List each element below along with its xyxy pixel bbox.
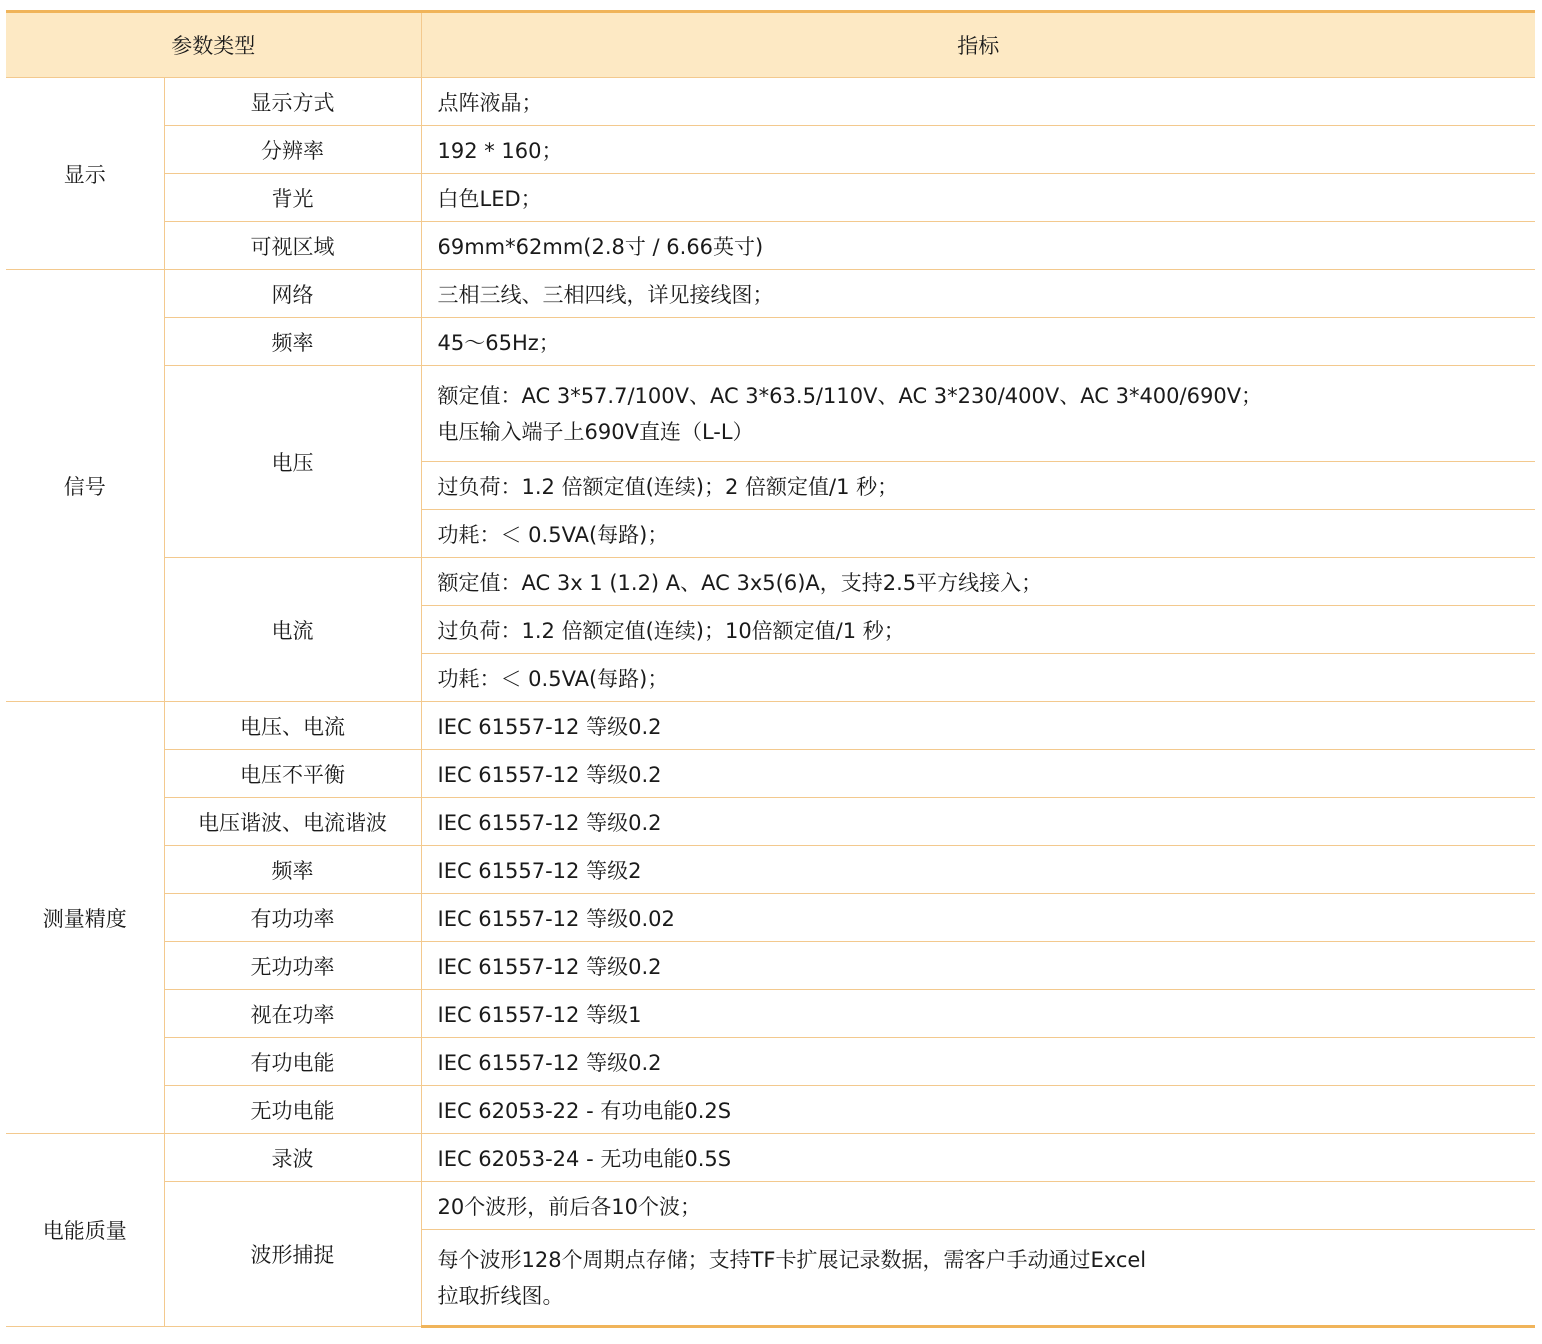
table-row	[6, 942, 1535, 990]
table-row	[6, 798, 1535, 846]
param-value: IEC 62053-22 - 有功电能0.2S	[421, 1086, 1535, 1134]
spec-table	[6, 10, 1535, 1328]
table-row	[6, 990, 1535, 1038]
table-row	[6, 1134, 1535, 1182]
param-label: 电压谐波、电流谐波	[164, 798, 421, 846]
header-param-type: 参数类型	[6, 12, 421, 78]
param-value: IEC 61557-12 等级0.2	[421, 798, 1535, 846]
category-power-quality: 电能质量	[6, 1134, 164, 1327]
param-value: IEC 61557-12 等级0.2	[421, 942, 1535, 990]
param-value: IEC 61557-12 等级2	[421, 846, 1535, 894]
category-accuracy: 测量精度	[6, 702, 164, 1134]
param-label: 显示方式	[164, 78, 421, 126]
param-label: 有功功率	[164, 894, 421, 942]
param-label: 视在功率	[164, 990, 421, 1038]
category-signal: 信号	[6, 270, 164, 702]
param-value: IEC 61557-12 等级0.2	[421, 702, 1535, 750]
param-label: 无功电能	[164, 1086, 421, 1134]
voltage-rated-line: 额定值：AC 3*57.7/100V、AC 3*63.5/110V、AC 3*230/400V、AC 3*400/690V；	[437, 383, 1263, 408]
param-value: IEC 61557-12 等级0.2	[421, 1038, 1535, 1086]
param-value: IEC 61557-12 等级0.02	[421, 894, 1535, 942]
table-row	[6, 846, 1535, 894]
table-row	[6, 222, 1535, 270]
table-row	[6, 174, 1535, 222]
category-display: 显示	[6, 78, 164, 270]
table-row	[6, 126, 1535, 174]
table-row	[6, 558, 1535, 606]
voltage-rated-line: 电压输入端子上690V直连（L-L）	[437, 419, 754, 444]
header-indicator: 指标	[421, 12, 1535, 78]
param-value: 45～65Hz；	[421, 318, 1535, 366]
capture-detail-line: 拉取折线图。	[437, 1283, 564, 1308]
param-value: 过负荷：1.2 倍额定值(连续)；10倍额定值/1 秒；	[421, 606, 1535, 654]
param-value: IEC 62053-24 - 无功电能0.5S	[421, 1134, 1535, 1182]
param-label: 可视区域	[164, 222, 421, 270]
param-value: 三相三线、三相四线，详见接线图；	[421, 270, 1535, 318]
table-row	[6, 702, 1535, 750]
table-row	[6, 366, 1535, 462]
param-value: 69mm*62mm(2.8寸 / 6.66英寸)	[421, 222, 1535, 270]
spec-table-container	[6, 10, 1535, 1328]
capture-detail-line: 每个波形128个周期点存储；支持TF卡扩展记录数据，需客户手动通过Excel	[437, 1247, 1147, 1272]
param-label: 电压、电流	[164, 702, 421, 750]
table-header-row	[6, 12, 1535, 78]
param-value: IEC 61557-12 等级1	[421, 990, 1535, 1038]
param-value: IEC 61557-12 等级0.2	[421, 750, 1535, 798]
table-row	[6, 750, 1535, 798]
param-label: 电压不平衡	[164, 750, 421, 798]
table-row	[6, 318, 1535, 366]
param-label: 录波	[164, 1134, 421, 1182]
param-label: 频率	[164, 318, 421, 366]
table-row	[6, 894, 1535, 942]
param-value: 20个波形，前后各10个波；	[421, 1182, 1535, 1230]
param-label: 网络	[164, 270, 421, 318]
param-label: 频率	[164, 846, 421, 894]
param-label: 分辨率	[164, 126, 421, 174]
param-label: 背光	[164, 174, 421, 222]
table-row	[6, 78, 1535, 126]
param-value: 白色LED；	[421, 174, 1535, 222]
param-value: 点阵液晶；	[421, 78, 1535, 126]
param-value	[421, 1230, 1535, 1327]
param-label: 波形捕捉	[164, 1182, 421, 1327]
param-value: 192 * 160；	[421, 126, 1535, 174]
param-value: 额定值：AC 3x 1 (1.2) A、AC 3x5(6)A，支持2.5平方线接入；	[421, 558, 1535, 606]
param-label: 电压	[164, 366, 421, 558]
param-label: 无功功率	[164, 942, 421, 990]
table-row	[6, 270, 1535, 318]
table-row	[6, 1182, 1535, 1230]
table-row	[6, 1086, 1535, 1134]
table-row	[6, 1038, 1535, 1086]
param-label: 有功电能	[164, 1038, 421, 1086]
param-value: 过负荷：1.2 倍额定值(连续)；2 倍额定值/1 秒；	[421, 462, 1535, 510]
param-value: 功耗：＜ 0.5VA(每路)；	[421, 510, 1535, 558]
param-label: 电流	[164, 558, 421, 702]
param-value: 功耗：＜ 0.5VA(每路)；	[421, 654, 1535, 702]
param-value	[421, 366, 1535, 462]
